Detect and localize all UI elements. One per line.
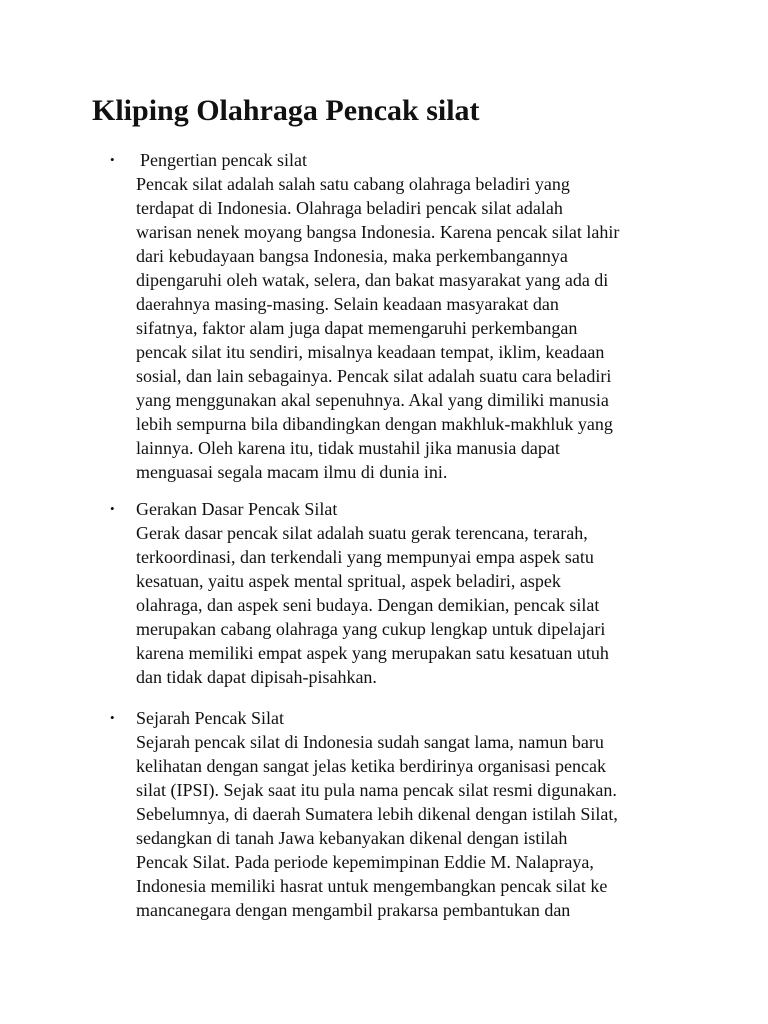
body-line: lebih sempurna bila dibandingkan dengan makhluk-makhluk yang	[136, 414, 613, 434]
body-line: kelihatan dengan sangat jelas ketika berdirinya organisasi pencak	[136, 756, 606, 776]
section-body	[110, 521, 710, 689]
body-line: daerahnya masing-masing. Selain keadaan masyarakat dan	[136, 294, 559, 314]
body-line: dan tidak dapat dipisah-pisahkan.	[136, 667, 377, 687]
section-sejarah	[110, 706, 710, 922]
body-line: yang menggunakan akal sepenuhnya. Akal yang dimiliki manusia	[136, 390, 609, 410]
body-line: terdapat di Indonesia. Olahraga beladiri pencak silat adalah	[136, 198, 563, 218]
body-line: Sejarah pencak silat di Indonesia sudah sangat lama, namun baru	[136, 732, 604, 752]
section-pengertian	[110, 148, 710, 484]
body-line: sedangkan di tanah Jawa kebanyakan dikenal dengan istilah	[136, 828, 568, 848]
body-line: Indonesia memiliki hasrat untuk mengembangkan pencak silat ke	[136, 876, 608, 896]
bullet-icon: •	[110, 710, 115, 725]
body-line: Pencak silat adalah salah satu cabang olahraga beladiri yang	[136, 174, 570, 194]
body-line: menguasai segala macam ilmu di dunia ini.	[136, 462, 448, 482]
body-line: sosial, dan lain sebagainya. Pencak silat adalah suatu cara beladiri	[136, 366, 612, 386]
page-title: Kliping Olahraga Pencak silat	[92, 94, 480, 127]
body-line: pencak silat itu sendiri, misalnya keadaan tempat, iklim, keadaan	[136, 342, 605, 362]
section-heading: Pengertian pencak silat	[140, 150, 307, 170]
body-line: terkoordinasi, dan terkendali yang mempunyai empa aspek satu	[136, 547, 594, 567]
section-heading: Gerakan Dasar Pencak Silat	[136, 499, 338, 519]
body-line: Gerak dasar pencak silat adalah suatu gerak terencana, terarah,	[136, 523, 588, 543]
body-line: karena memiliki empat aspek yang merupakan satu kesatuan utuh	[136, 643, 609, 663]
body-line: Pencak Silat. Pada periode kepemimpinan Eddie M. Nalapraya,	[136, 852, 594, 872]
body-line: olahraga, dan aspek seni budaya. Dengan demikian, pencak silat	[136, 595, 600, 615]
body-line: kesatuan, yaitu aspek mental spritual, aspek beladiri, aspek	[136, 571, 561, 591]
bullet-icon: •	[110, 152, 115, 167]
body-line: dari kebudayaan bangsa Indonesia, maka perkembangannya	[136, 246, 568, 266]
bullet-icon: •	[110, 501, 115, 516]
body-line: merupakan cabang olahraga yang cukup lengkap untuk dipelajari	[136, 619, 606, 639]
body-line: dipengaruhi oleh watak, selera, dan bakat masyarakat yang ada di	[136, 270, 609, 290]
body-line: lainnya. Oleh karena itu, tidak mustahil jika manusia dapat	[136, 438, 560, 458]
section-gerakan-dasar	[110, 497, 710, 689]
body-line: silat (IPSI). Sejak saat itu pula nama pencak silat resmi digunakan.	[136, 780, 617, 800]
section-heading: Sejarah Pencak Silat	[136, 708, 284, 728]
section-body	[110, 730, 710, 922]
body-line: sifatnya, faktor alam juga dapat memengaruhi perkembangan	[136, 318, 578, 338]
body-line: warisan nenek moyang bangsa Indonesia. Karena pencak silat lahir	[136, 222, 620, 242]
section-body	[110, 172, 710, 484]
body-line: mancanegara dengan mengambil prakarsa pembantukan dan	[136, 900, 571, 920]
body-line: Sebelumnya, di daerah Sumatera lebih dikenal dengan istilah Silat,	[136, 804, 618, 824]
